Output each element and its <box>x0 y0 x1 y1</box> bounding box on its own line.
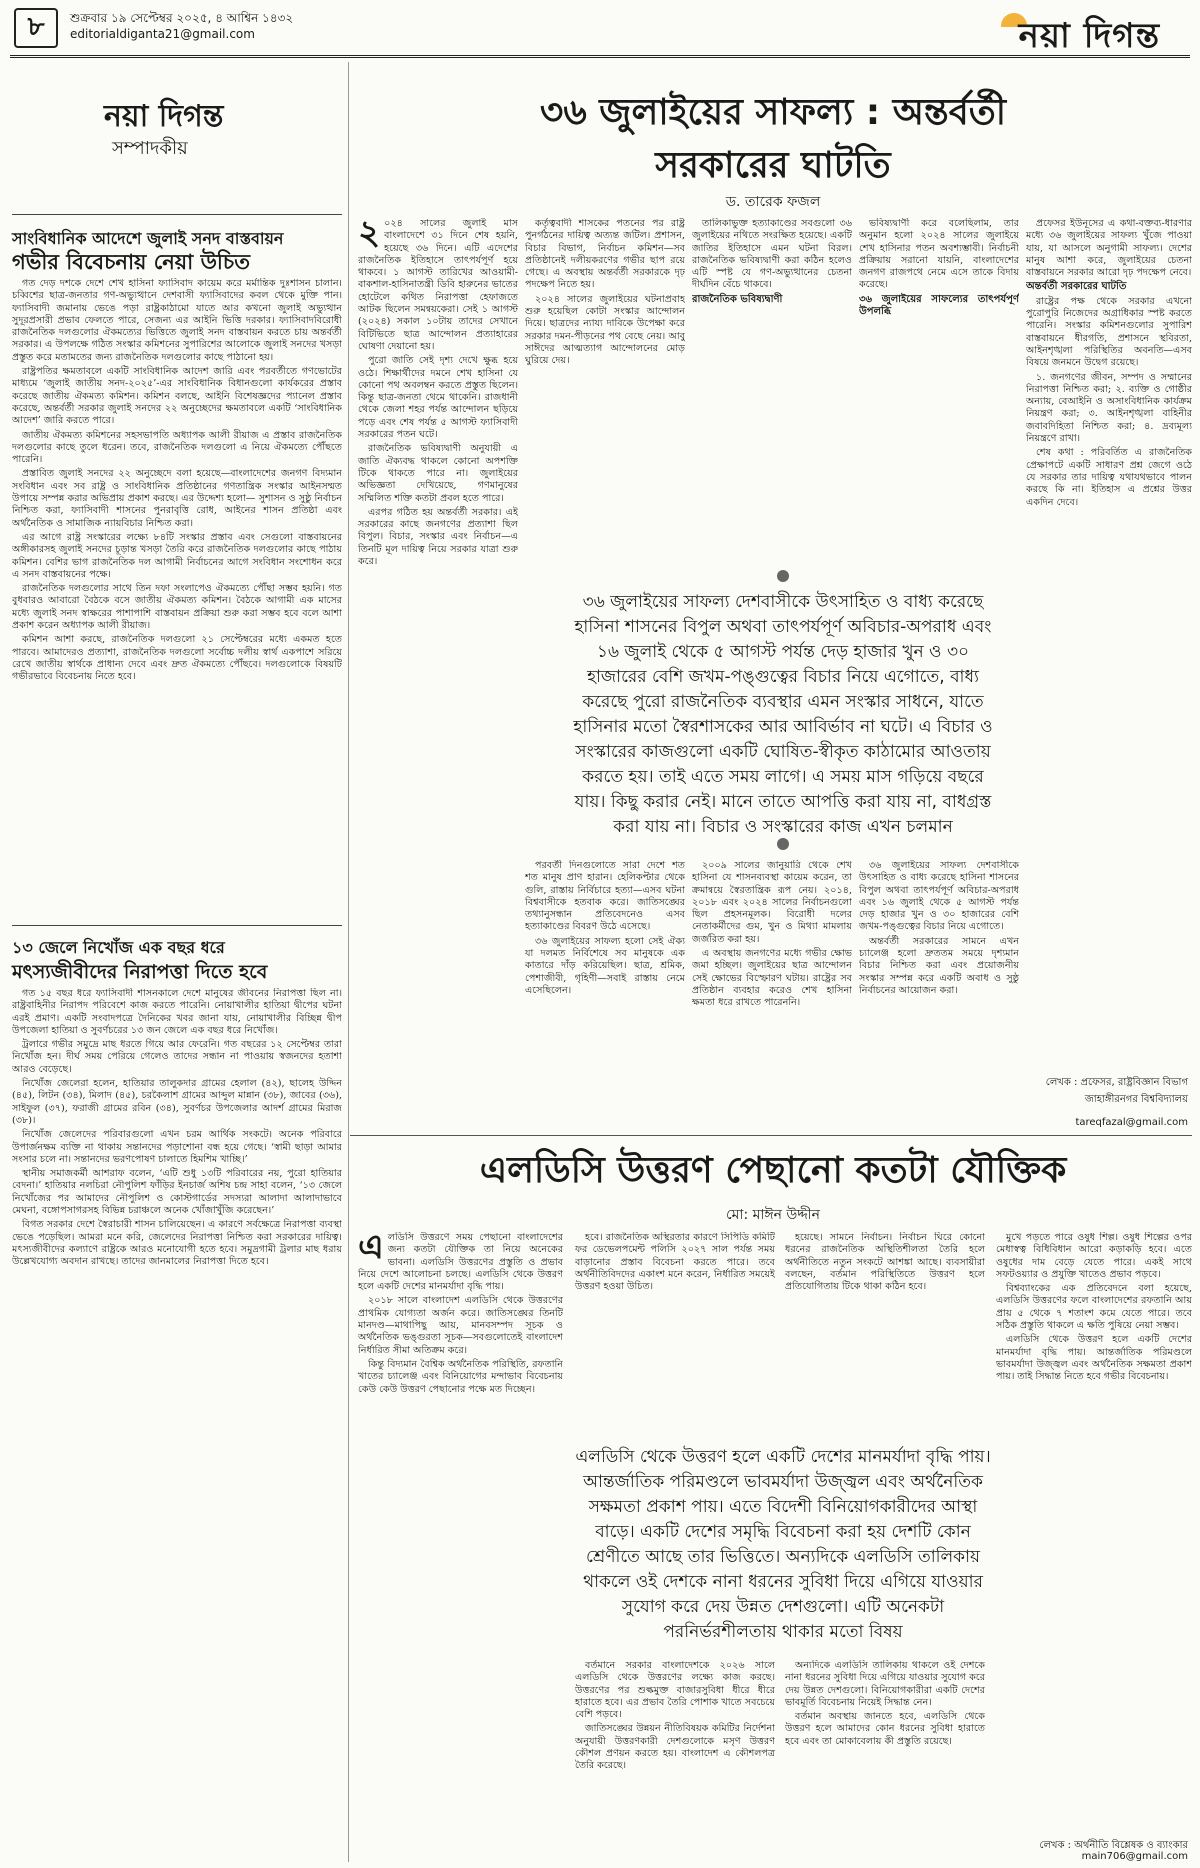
paragraph-text: এরপর গঠিত হয় অন্তর্বর্তী সরকার। এই সরকারের কাছে জনগণের প্রত্যাশা ছিল বিপুল। বিচার, সংস্কার এবং নির্বাচন—এ তিনটি মূল দায়িত্ব নিয়ে সরকার যাত্রা শুরু করে। <box>358 506 518 568</box>
article2-column <box>785 1232 985 1432</box>
paragraph-text: ৩৬ জুলাইয়ের সাফল্যের তাৎপর্যপূর্ণ উপলব্ধি <box>859 293 1019 318</box>
article1-author-email: tareqfazal@gmail.com <box>1075 1117 1188 1128</box>
article2-column <box>358 1232 563 1862</box>
paragraph-text: নিখোঁজ জেলেরা হলেন, হাতিয়ার তালুকদার গ্রামের হেলাল (৪২), ছালেহ উদ্দিন (৪৫), লিটন (৩৪), মিলাদ (৪৫), চরকৈলাশ গ্রামের আব্দুল মান্নান (৩৮), জাবের (৩৬), সাইফুল (৩৭), ফরাজী গ্রামের রবিন (৩৪), সুবর্ণচর উপজেলার আদর্শ গ্রামের মিরাজ (৩৮)। <box>12 1078 342 1126</box>
paragraph <box>575 1723 775 1772</box>
article1-column <box>358 218 518 1118</box>
paragraph <box>692 948 852 1009</box>
paragraph-text: পুরো জাতি সেই দৃশ্য দেখে ক্ষুব্ধ হয়ে ওঠে। শিক্ষার্থীদের দমনে শেখ হাসিনা যে কোনো পথ অবলম্বন করতে প্রস্তুত ছিলেন। কিন্তু ছাত্র-জনতা থেমে থাকেনি। রাজধানী থেকে জেলা শহর পর্যন্ত আন্দোলন ছড়িয়ে পড়ে এবং শেষ পর্যন্ত ৫ আগস্ট ফ্যাসিবাদী সরকারের পতন ঘটে। <box>358 355 518 441</box>
editorial-logo: নয়া দিগন্ত <box>104 99 224 134</box>
editorial-email: editorialdiganta21@gmail.com <box>70 27 255 41</box>
article1-title-line1: ৩৬ জুলাইয়ের সাফল্য : অন্তর্বর্তী <box>539 92 1007 133</box>
paragraph <box>785 1232 985 1293</box>
paragraph <box>12 1168 342 1217</box>
paragraph-text: জাতিসঙ্ঘের উন্নয়ন নীতিবিষয়ক কমিটির নির্দেশনা অনুযায়ী উত্তরণকারী দেশগুলোকে মসৃণ উত্তরণ কৌশল প্রণয়ন করতে হয়। বাংলাদেশ এ কৌশলপত্র তৈরি করেছে। <box>575 1723 775 1772</box>
subheading <box>859 294 1019 319</box>
paragraph <box>12 1039 342 1076</box>
article1-author-note: লেখক : প্রফেসর, রাষ্ট্রবিজ্ঞান বিভাগ জাহাঙ্গীরনগর বিশ্ববিদ্যালয় <box>1045 1077 1188 1105</box>
paragraph <box>525 936 685 997</box>
paragraph <box>1026 372 1192 446</box>
paragraph <box>785 1711 985 1748</box>
paragraph-text: অন্যদিকে এলডিসি তালিকায় থাকলে ওই দেশকে নানা ধরনের সুবিধা দিয়ে এগিয়ে যাওয়ার সুযোগ করে দেয় উন্নত দেশগুলো। বিনিয়োগকারীরা একটি দেশের ভাবমূর্তি বিবেচনায় নিয়েই সিদ্ধান্ত নেন। <box>785 1660 985 1708</box>
paragraph-text: বর্তমানে সরকার বাংলাদেশকে ২০২৬ সালে এলডিসি থেকে উত্তরণের লক্ষ্যে কাজ করছে। উত্তরণের পর শুল্কমুক্ত বাজারসুবিধা ধীরে ধীরে হারাতে হবে। এর প্রভাব তৈরি পোশাক খাতে সবচেয়ে বেশি পড়বে। <box>575 1660 775 1721</box>
paragraph <box>859 218 1019 292</box>
article1-column <box>525 218 685 578</box>
article2-column <box>575 1660 775 1860</box>
article2-column <box>785 1660 985 1860</box>
editorial1-body <box>12 278 342 918</box>
paragraph <box>358 355 518 441</box>
paragraph-text: হয়েছে। সামনে নির্বাচন। নির্বাচন ঘিরে কোনো ধরনের রাজনৈতিক অস্থিতিশীলতা তৈরি হলে অর্থনীতিতে নতুন সংকটে আশঙ্কা আছে। ব্যবসায়ীরা বলছেন, বর্তমান পরিস্থিতিতে উত্তরণ হলে প্রতিযোগিতায় টিকে থাকা কঠিন হবে। <box>785 1232 985 1293</box>
paragraph <box>525 294 685 368</box>
paragraph-text: ৩৬ জুলাইয়ের সাফল্য দেশবাসীকে উৎসাহিত ও বাধ্য করেছে হাসিনা শাসনের বিপুল অথবা তাৎপর্যপূর্ণ অবিচার-অপরাধ এবং ১৬ জুলাই থেকে ৫ আগস্ট পর্যন্ত দেড় হাজার খুন ও ৩০ হাজারের বেশি জখম-পঙ্গুত্বের বিচার নিয়ে এগোতে। <box>859 860 1019 933</box>
paragraph-text: নিখোঁজ জেলেদের পরিবারগুলো এখন চরম আর্থিক সংকটে। অনেক পরিবারে উপার্জনক্ষম ব্যক্তি না থাকায় সন্তানদের পড়াশোনা বন্ধ হয়ে গেছে। ‘স্বামী ছাড়া আমার সংসার চলে না। সন্তানদের ভরণপোষণ চালাতে হিমশিম খাচ্ছি।’ <box>12 1129 342 1165</box>
article2-author-email: main706@gmail.com <box>1081 1851 1188 1862</box>
paragraph-text: কিন্তু বিদ্যমান বৈশ্বিক অর্থনৈতিক পরিস্থিতি, রফতানি খাতের চ্যালেঞ্জ এবং বিনিয়োগের মন্দাভাব বিবেচনায় কেউ কেউ উত্তরণ পেছানোর পক্ষে মত দিচ্ছেন। <box>358 1358 563 1395</box>
issue-date: শুক্রবার ১৯ সেপ্টেম্বর ২০২৫, ৪ আশ্বিন ১৪৩২ <box>70 11 294 25</box>
paragraph <box>12 468 342 529</box>
paragraph-text: লডিসি উত্তরণে সময় পেছানো বাংলাদেশের জন্য কতটা যৌক্তিক তা নিয়ে অনেকের ভাবনা। এলডিসি উত্তরণের প্রস্তুতি ও প্রভাব নিয়ে দেশে আলোচনা চলছে। এলডিসি থেকে উত্তরণ হলে একটি দেশের মানমর্যাদা বৃদ্ধি পায়। <box>358 1232 563 1293</box>
bullet-dot <box>777 838 789 850</box>
editorial1-headline: গভীর বিবেচনায় নেয়া উচিত <box>12 250 251 274</box>
paragraph <box>12 1129 342 1166</box>
editorial1-kicker: সাংবিধানিক আদেশে জুলাই সনদ বাস্তবায়ন <box>12 229 284 248</box>
page-number: ৮ <box>14 8 58 48</box>
paragraph <box>525 860 685 934</box>
paragraph <box>692 218 852 292</box>
paragraph-text: রাজনৈতিক ভবিষ্যদ্বাণী <box>692 293 783 305</box>
paragraph <box>12 634 342 683</box>
paragraph-text: ০২৪ সালের জুলাই মাস বাংলাদেশে ৩১ দিনে শেষ হয়নি, হয়েছে ৩৬ দিনে। এটি এদেশের রাজনৈতিক ইতিহাসে তাৎপর্যপূর্ণ হয়ে থাকবে। ১ আগস্ট তারিখের আওয়ামী-বাকশাল-হাসিনাতন্ত্রী ডিবি হারুনের ভাতের হোটেলে কথিত নিরাপত্তা হেফাজতে আটক ছিলেন সমন্বয়কেরা। সেই ১ আগস্ট (২০২৪) সকাল ১০টায় তাদের সেখানে বিটিভিতে ছাত্র আন্দোলন প্রত্যাহারের ঘোষণা দেয়ানো হয়। <box>358 218 518 352</box>
paragraph <box>12 1219 342 1268</box>
paragraph-text: ২০০৯ সালের জানুয়ারি থেকে শেখ হাসিনা যে শাসনব্যবস্থা কায়েম করেন, তা ক্রমান্বয়ে স্বৈরতান্ত্রিক রূপ নেয়। ২০১৪, ২০১৮ এবং ২০২৪ সালের নির্বাচনগুলো ছিল প্রহসনমূলক। বিরোধী দলের নেতাকর্মীদের গুম, খুন ও মিথ্যা মামলায় জর্জরিত করা হয়। <box>692 860 852 945</box>
paragraph-text: মুখে পড়তে পারে ওষুধ শিল্প। ওষুধ শিল্পের ওপর মেধাস্বত্ব বিধিবিধান আরো কড়াকড়ি হবে। এতে ওষুধের দাম বেড়ে যেতে পারে। একই সাথে সফটওয়্যার ও প্রযুক্তি খাতেও প্রভাব পড়বে। <box>996 1232 1192 1280</box>
paragraph-text: রাজনৈতিক ভবিষ্যদ্বাণী অনুযায়ী এ জাতি ঐক্যবদ্ধ থাকলে কোনো অপশক্তি টিকে থাকতে পারে না। জুলাইয়ের অভিজ্ঞতা দেখিয়েছে, গণমানুষের সম্মিলিত শক্তি কতটা প্রবল হতে পারে। <box>358 443 518 504</box>
paragraph-text: হবে। রাজনৈতিক অস্থিরতার কারণে সিপিডি কমিটি ফর ডেভেলপমেন্ট পলিসি ২০২৭ সাল পর্যন্ত সময় বাড়ানোর প্রস্তাব বিবেচনা করতে পারে। তবে অর্থনীতিবিদদের একাংশ মনে করেন, নির্ধারিত সময়েই উত্তরণ হওয়া উচিত। <box>575 1232 775 1293</box>
paragraph <box>358 507 518 568</box>
paragraph <box>859 936 1019 997</box>
article2-byline: মো: মাঈন উদ্দীন <box>725 1207 821 1223</box>
article1-column <box>859 218 1019 578</box>
paragraph-text: ৩৬ জুলাইয়ের সাফল্য হলো সেই ঐক্য যা দলমত নির্বিশেষে সব মানুষকে এক কাতারে দাঁড় করিয়েছিল। ছাত্র, শ্রমিক, পেশাজীবী, গৃহিণী—সবাই রাস্তায় নেমে এসেছিলেন। <box>525 935 685 996</box>
paragraph-text: স্থানীয় সমাজকর্মী আশরাফ বলেন, ‘এটি শুধু ১৩টি পরিবারের নয়, পুরো হাতিয়ার বেদনা।’ হাতিয়ার নলচিরা নৌপুলিশ ফাঁড়ির ইনচার্জ অশিষ চন্দ্র সাহা বলেন, ‘১৩ জেলে নিখোঁজের পর আমাদের নৌপুলিশ ও কোস্টগার্ডের সদস্যরা আলাদা আলাদাভাবে মেঘনা, বঙ্গোপসাগরসহ বিভিন্ন চরাঞ্চলে অনেক খোঁজাখুঁজি করেছেন।’ <box>12 1168 342 1217</box>
paragraph <box>12 532 342 581</box>
paragraph-text: গত ১৫ বছর ধরে ফ্যাসিবাদী শাসনকালে দেশে মানুষের জীবনের নিরাপত্তা ছিল না। রাষ্ট্রবাহিনীর নিরাপদ পরিবেশে কাজ করতে পারেনি। নোয়াখালীর হাতিয়া দ্বীপের ঘটনা এরই প্রমাণ। একটি সংবাদপত্রে দৈনিকের খবর জানা যায়, নোয়াখালীর বিচ্ছিন্ন দ্বীপ উপজেলা হাতিয়া ও সুবর্ণচরের ১৩ জন জেলে এক বছর ধরে নিখোঁজ। <box>12 988 342 1036</box>
section-rule <box>12 214 342 215</box>
article1-column <box>692 860 852 1120</box>
article2-column <box>996 1232 1192 1832</box>
bullet-dot <box>777 570 789 582</box>
article1-column <box>692 218 852 578</box>
paragraph <box>785 1660 985 1709</box>
paragraph <box>575 1660 775 1721</box>
article1-column <box>525 860 685 1120</box>
paragraph <box>692 860 852 946</box>
paragraph-text: ১. জনগণের জীবন, সম্পদ ও সম্মানের নিরাপত্তা নিশ্চিত করা; ২. ব্যক্তি ও গোষ্ঠীর অন্যায়, বেআইনি ও অসাংবিধানিক কার্যক্রম নিয়ন্ত্রণ করা; ৩. আইনশৃঙ্খলা বাহিনীর জবাবদিহিতা নিশ্চিত করা; ৪. দ্রব্যমূল্য নিয়ন্ত্রণে রাখা। <box>1026 371 1192 445</box>
article1-column <box>859 860 1019 1120</box>
paragraph-text: কর্তৃত্ববাদী শাসকের পতনের পর রাষ্ট্র পুনর্গঠনের দায়িত্ব অত্যন্ত জটিল। প্রশাসন, বিচার বিভাগ, নির্বাচন কমিশন—সব প্রতিষ্ঠানেই দলীয়করণের গভীর ছাপ রয়ে গেছে। এ অবস্থায় অন্তর্বর্তী সরকারকে দৃঢ় পদক্ষেপ নিতে হয়। <box>525 218 685 291</box>
column-divider <box>348 62 349 1862</box>
article1-pullquote: ৩৬ জুলাইয়ের সাফল্য দেশবাসীকে উৎসাহিত ও বাধ্য করেছে হাসিনা শাসনের বিপুল অথবা তাৎপর্যপূর্ণ অবিচার-অপরাধ এবং ১৬ জুলাই থেকে ৫ আগস্ট পর্যন্ত দেড় হাজার খুন ও ৩০ হাজারের বেশি জখম-পঙ্গুত্বের বিচার নিয়ে এগোতে, বাধ্য করেছে পুরো রাজনৈতিক ব্যবস্থার এমন সংস্কার সাধনে, যাতে হাসিনার মতো স্বৈরশাসকের আর আবির্ভাব না ঘটে। এ বিচার ও সংস্কারের কাজগুলো একটি ঘোষিত-স্বীকৃত কাঠামোর আওতায় করতে হয়। তাই এতে সময় লাগে। এ সময় মাস গড়িয়ে বছরে যায়। কিছু করার নেই। মানে তাতে আপত্তি করা যায় না, বাধগ্রস্ত করা যায় না। বিচার ও সংস্কারের কাজ এখন চলমান <box>573 592 993 837</box>
editorial2-kicker: ১৩ জেলে নিখোঁজ এক বছর ধরে <box>12 938 225 957</box>
paragraph <box>12 278 342 364</box>
paragraph <box>996 1283 1192 1332</box>
article1-byline: ড. তারেক ফজল <box>725 194 821 210</box>
paragraph <box>358 443 518 504</box>
drop-cap: ২ <box>358 218 381 253</box>
article2-author-note: লেখক : অর্থনীতি বিশ্লেষক ও ব্যাংকার <box>1039 1840 1188 1851</box>
paragraph <box>1026 447 1192 508</box>
paragraph-text: পরবর্তী দিনগুলোতে সারা দেশে শত শত মানুষ প্রাণ হারান। হেলিকপ্টার থেকে গুলি, রাস্তায় নির্বিচারে হত্যা—এসব ঘটনা বিশ্ববাসীকে হতবাক করে। জাতিসঙ্ঘের তথ্যানুসন্ধান প্রতিবেদনেও এসব হত্যাকাণ্ডের বিবরণ উঠে এসেছে। <box>525 860 685 933</box>
paragraph <box>859 860 1019 934</box>
paragraph-text: বর্তমান অবস্থায় জানতে হবে, এলডিসি থেকে উত্তরণ হলে আমাদের কোন ধরনের সুবিধা হারাতে হবে এবং তা মোকাবেলায় কী প্রস্তুতি রয়েছে। <box>785 1711 985 1747</box>
paragraph-text: এলডিসি থেকে উত্তরণ হলে একটি দেশের মানমর্যাদা বৃদ্ধি পায়। আন্তর্জাতিক পরিমণ্ডলে ভাবমর্যাদা উজ্জ্বল এবং অর্থনৈতিক সক্ষমতা প্রকাশ পায়। তাই সিদ্ধান্ত নিতে হবে গভীর বিবেচনায়। <box>996 1334 1192 1383</box>
paragraph-text: ভবিষ্যদ্বাণী করে বলেছিলাম, তার অনুমান হলো ২০২৪ সালের জুলাইয়ে শেখ হাসিনার পতন অবশ্যম্ভাবী। নির্বাচনী প্রক্রিয়ায় সরানো যায়নি, বাংলাদেশের জনগণ রাজপথে নেমে এসে তাকে বিদায় করেছে। <box>859 218 1019 291</box>
paragraph <box>12 988 342 1037</box>
paragraph-text: বিশ্বব্যাংকের এক প্রতিবেদনে বলা হয়েছে, এলডিসি উত্তরণের ফলে বাংলাদেশের রফতানি আয় প্রায় ৫ থেকে ৭ শতাংশ কমে যেতে পারে। তবে সঠিক প্রস্তুতি থাকলে এ ক্ষতি পুষিয়ে নেয়া সম্ভব। <box>996 1283 1192 1332</box>
masthead-rule <box>10 55 1190 58</box>
paragraph-text: রাষ্ট্রপতির ক্ষমতাবলে একটি সাংবিধানিক আদেশ জারি এবং পরবর্তীতে গণভোটের মাধ্যমে ‘জুলাই জাতীয় সনদ-২০২৫’-এর সাংবিধানিক বিধানগুলো কার্যকরের প্রস্তাব করেছে জাতীয় ঐকমত্য কমিশন। কমিশন বলছে, আইনি বিশেষজ্ঞদের প্যানেল প্রস্তাব করেছে, অন্তর্বর্তী সরকার জুলাই সনদের ২২ অনুচ্ছেদের ক্ষমতাবলে একটি ‘সাংবিধানিক আদেশ’ জারি করতে পারে। <box>12 366 342 427</box>
paragraph-text: গত দেড় দশকে দেশে শেখ হাসিনা ফ্যাসিবাদ কায়েম করে মর্মান্তিক দুঃশাসন চালান। চব্বিশের ছাত্র-জনতার গণ-অভ্যুত্থানে দেশবাসী ফ্যাসিবাদের কবল থেকে মুক্তি পান। ফ্যাসিবাদী জমানায় ভেঙে পড়া রাষ্ট্রকাঠামো যাতে আর কখনো জুলাই অভ্যুত্থান সুদূরপ্রসারী প্রভাব ফেলতে পারে, সেজন্য এর আইনি ভিত্তি দরকার। ফ্যাসিবাদবিরোধী রাজনৈতিক দলগুলোর ঐকমত্যের ভিত্তিতে জুলাই সনদ বাস্তবায়ন করতে চায় অন্তর্বর্তী সরকার। এ উপলক্ষে গঠিত সংস্কার কমিশনের সুপারিশের আলোকে জুলাই সনদের খসড়া প্রস্তুত করে মতামতের জন্য রাজনৈতিক দলগুলোর কাছে পাঠানো হয়। <box>12 278 342 363</box>
paragraph-text: ২০১৮ সালে বাংলাদেশ এলডিসি থেকে উত্তরণের প্রাথমিক যোগ্যতা অর্জন করে। জাতিসঙ্ঘের তিনটি মানদণ্ড—মাথাপিছু আয়, মানবসম্পদ সূচক ও অর্থনৈতিক ভঙ্গুরতা সূচক—সবগুলোতেই বাংলাদেশ নির্ধারিত সীমা অতিক্রম করে। <box>358 1295 563 1356</box>
paragraph-text: রাজনৈতিক দলগুলোর সাথে তিন দফা সংলাপেও ঐকমত্যে পৌঁছা সম্ভব হয়নি। গত বুধবারও আবারো বৈঠকে বসে জাতীয় ঐকমত্য কমিশন। বৈঠকে আগামী এক মাসের মধ্যে জুলাই সনদ স্বাক্ষরের পাশাপাশি বাস্তবায়ন প্রক্রিয়া শুরু করা সম্ভব হবে বলে আশা প্রকাশ করেন অধ্যাপক আলী রীয়াজ। <box>12 583 342 632</box>
paragraph-text: প্রস্তাবিত জুলাই সনদের ২২ অনুচ্ছেদে বলা হয়েছে—বাংলাদেশের জনগণ বিদ্যমান সংবিধান এবং সব রাষ্ট্র ও সাংবিধানিক প্রতিষ্ঠানের গণতান্ত্রিক সংস্কার আইনসম্মত উপায়ে সম্পন্ন করার অভিপ্রায় প্রকাশ করছে। এর উদ্দেশ্য হলো— সুশাসন ও সুষ্ঠু নির্বাচন নিশ্চিত করা, ফ্যাসিবাদী শাসনের পুনরাবৃত্তি রোধ, আইনের শাসন প্রতিষ্ঠা এবং অর্থনৈতিক ও সামাজিক ন্যায়বিচার নিশ্চিত করা। <box>12 468 342 529</box>
paragraph-text: তালিকাভুক্ত হত্যাকাণ্ডের সবগুলো ৩৬ জুলাইয়ের নথিতে সংরক্ষিত হয়েছে। একটি জাতির ইতিহাসে এমন ঘটনা বিরল। রাজনৈতিক ভবিষ্যদ্বাণী করা কঠিন হলেও এটি স্পষ্ট যে গণ-অভ্যুত্থানের চেতনা দীর্ঘদিন বেঁচে থাকবে। <box>692 218 852 291</box>
article-separator <box>350 1135 1192 1136</box>
paragraph-text: ২০২৪ সালের জুলাইয়ের ঘটনাপ্রবাহ শুরু হয়েছিল কোটা সংস্কার আন্দোলন দিয়ে। ছাত্রদের ন্যায্য দাবিকে উপেক্ষা করে সরকার দমন-পীড়নের পথ বেছে নেয়। আবু সাঈদের আত্মত্যাগ আন্দোলনের মোড় ঘুরিয়ে দেয়। <box>525 293 685 367</box>
paragraph <box>1026 218 1192 279</box>
article2-pullquote: এলডিসি থেকে উত্তরণ হলে একটি দেশের মানমর্যাদা বৃদ্ধি পায়। আন্তর্জাতিক পরিমণ্ডলে ভাবমর্যাদা উজ্জ্বল এবং অর্থনৈতিক সক্ষমতা প্রকাশ পায়। এতে বিদেশী বিনিয়োগকারীদের আস্থা বাড়ে। একটি দেশের সমৃদ্ধি বিবেচনা করা হয় দেশটি কোন শ্রেণীতে আছে তার ভিত্তিতে। অন্যদিকে এলডিসি তালিকায় থাকলে ওই দেশকে নানা ধরনের সুবিধা দিয়ে এগিয়ে যাওয়ার সুযোগ করে দেয় উন্নত দেশগুলো। এটি অনেকটা পরনির্ভরশীলতায় থাকার মতো বিষয় <box>575 1447 991 1642</box>
paragraph <box>12 366 342 427</box>
editorial-section-label: সম্পাদকীয় <box>112 138 188 159</box>
newspaper-logo <box>1001 10 1160 67</box>
newspaper-logo-text: নয়া দিগন্ত <box>1018 16 1160 56</box>
paragraph <box>12 1078 342 1127</box>
paragraph <box>1026 296 1192 370</box>
paragraph-text: অন্তর্বর্তী সরকারের সামনে এখন চ্যালেঞ্জ হলো দ্রুততম সময়ে দৃশ্যমান বিচার নিশ্চিত করা এবং প্রয়োজনীয় সংস্কার সম্পন্ন করে একটি অবাধ ও সুষ্ঠু নির্বাচনের আয়োজন করা। <box>859 935 1019 996</box>
paragraph <box>358 1232 563 1293</box>
paragraph <box>996 1232 1192 1281</box>
paragraph-text: জাতীয় ঐকমত্য কমিশনের সহসভাপতি অধ্যাপক আলী রীয়াজ এ প্রস্তাব রাজনৈতিক দলগুলোর কাছে তুলে ধরেন। তবে, রাজনৈতিক দলগুলো এ নিয়ে ঐকমত্যে পৌঁছতে পারেনি। <box>12 429 342 466</box>
masthead-meta <box>70 10 293 42</box>
article2-title: এলডিসি উত্তরণ পেছানো কতটা যৌক্তিক <box>479 1150 1067 1191</box>
article1-title-line2: সরকারের ঘাটতি <box>655 145 891 186</box>
paragraph <box>358 218 518 353</box>
paragraph <box>996 1334 1192 1383</box>
subheading <box>1026 281 1192 293</box>
paragraph <box>358 1359 563 1396</box>
paragraph <box>525 218 685 292</box>
paragraph-text: কমিশন আশা করছে, রাজনৈতিক দলগুলো ২১ সেপ্টেম্বরের মধ্যে একমত হতে পারবে। আমাদেরও প্রত্যাশা, রাজনৈতিক দলগুলো সর্বোচ্চ দলীয় স্বার্থ একপাশে সরিয়ে রেখে জাতীয় স্বার্থকে প্রাধান্য দেবে এবং দ্রুত ঐকমত্যে পৌঁছবে। দলগুলোকে বিষয়টি গভীরভাবে বিবেচনায় নিতে হবে। <box>12 634 342 683</box>
article2-column <box>575 1232 775 1432</box>
paragraph-text: এর আগে রাষ্ট্র সংস্কারের লক্ষ্যে ৮৪টি সংস্কার প্রস্তাব এবং সেগুলো বাস্তবায়নের অঙ্গীকারসহ জুলাই সনদের চূড়ান্ত খসড়া তৈরি করে রাজনৈতিক দলগুলোর কাছে পাঠায় কমিশন। বেশির ভাগ রাজনৈতিক দল আগামী নির্বাচনের আগে সংবিধান সংশোধন করে এ সনদ বাস্তবায়নের পক্ষে। <box>12 531 342 580</box>
paragraph-text: ট্রলারে গভীর সমুদ্রে মাছ ধরতে গিয়ে আর ফেরেনি। গত বছরের ১২ সেপ্টেম্বর তারা নিখোঁজ হন। দীর্ঘ সময় পেরিয়ে গেলেও তাদের সন্ধান না পাওয়ায় স্বজনদের হতাশা আরও বেড়েছে। <box>12 1039 342 1075</box>
paragraph <box>575 1232 775 1293</box>
paragraph <box>12 583 342 632</box>
editorial2-headline: মৎস্যজীবীদের নিরাপত্তা দিতে হবে <box>12 961 268 983</box>
paragraph-text: প্রফেসর ইউনূসের এ কথা-বক্তব্য-ধারণার মধ্যে ৩৬ জুলাইয়ের সাফল্য খুঁজে পাওয়া যায়, যা আসলে অনুগামী সাফল্য। দেশের মানুষ আশা করে, জুলাইয়ের চেতনা বাস্তবায়নে সরকার আরো দৃঢ় পদক্ষেপ নেবে। <box>1026 218 1192 279</box>
paragraph-text: বিগত সরকার দেশে স্বৈরাচারী শাসন চালিয়েছেন। এ কারণে সর্বক্ষেত্রে নিরাপত্তা ব্যবস্থা ভেঙে পড়েছিল। আমরা মনে করি, জেলেদের নিরাপত্তা নিশ্চিত করা সরকারের দায়িত্ব। মৎস্যজীবীদের কল্যাণে রাষ্ট্রকে আরও মনোযোগী হতে হবে। সমুদ্রগামী ট্রলার মাছ ধরায় উল্লেখযোগ্য অবদান রাখছে। তাদের জানমালের নিরাপত্তা দিতে হবে। <box>12 1219 342 1268</box>
drop-cap: এ <box>358 1232 384 1267</box>
paragraph <box>358 1295 563 1356</box>
section-rule <box>12 925 342 926</box>
paragraph-text: শেষ কথা : পরিবর্তিত এ রাজনৈতিক প্রেক্ষাপটে একটি সাধারণ প্রশ্ন জেগে ওঠে যে সরকার তার দায়িত্ব যথাযথভাবে পালন করছে কি না। ইতিহাস এ প্রশ্নের উত্তর একদিন দেবে। <box>1026 447 1192 508</box>
article1-column <box>1026 218 1192 1068</box>
editorial2-body <box>12 988 342 1858</box>
paragraph-text: অন্তর্বর্তী সরকারের ঘাটতি <box>1026 281 1127 293</box>
paragraph <box>12 430 342 467</box>
paragraph-text: এ অবস্থায় জনগণের মধ্যে গভীর ক্ষোভ জমা হচ্ছিল। জুলাইয়ের ছাত্র আন্দোলন সেই ক্ষোভের বিস্ফোরণ ঘটায়। রাষ্ট্রের সব প্রতিষ্ঠান ব্যবহার করেও শেখ হাসিনা ক্ষমতা ধরে রাখতে পারেননি। <box>692 948 852 1009</box>
subheading <box>692 294 852 306</box>
paragraph-text: রাষ্ট্রের পক্ষ থেকে সরকার এখনো পুরোপুরি নিজেদের অগ্রাধিকার স্পষ্ট করতে পারেনি। সংস্কার কমিশনগুলোর সুপারিশ বাস্তবায়নে ধীরগতি, প্রশাসনে স্থবিরতা, আইনশৃঙ্খলা পরিস্থিতির অবনতি—এসব বিষয়ে জনমনে উদ্বেগ রয়েছে। <box>1026 295 1192 369</box>
